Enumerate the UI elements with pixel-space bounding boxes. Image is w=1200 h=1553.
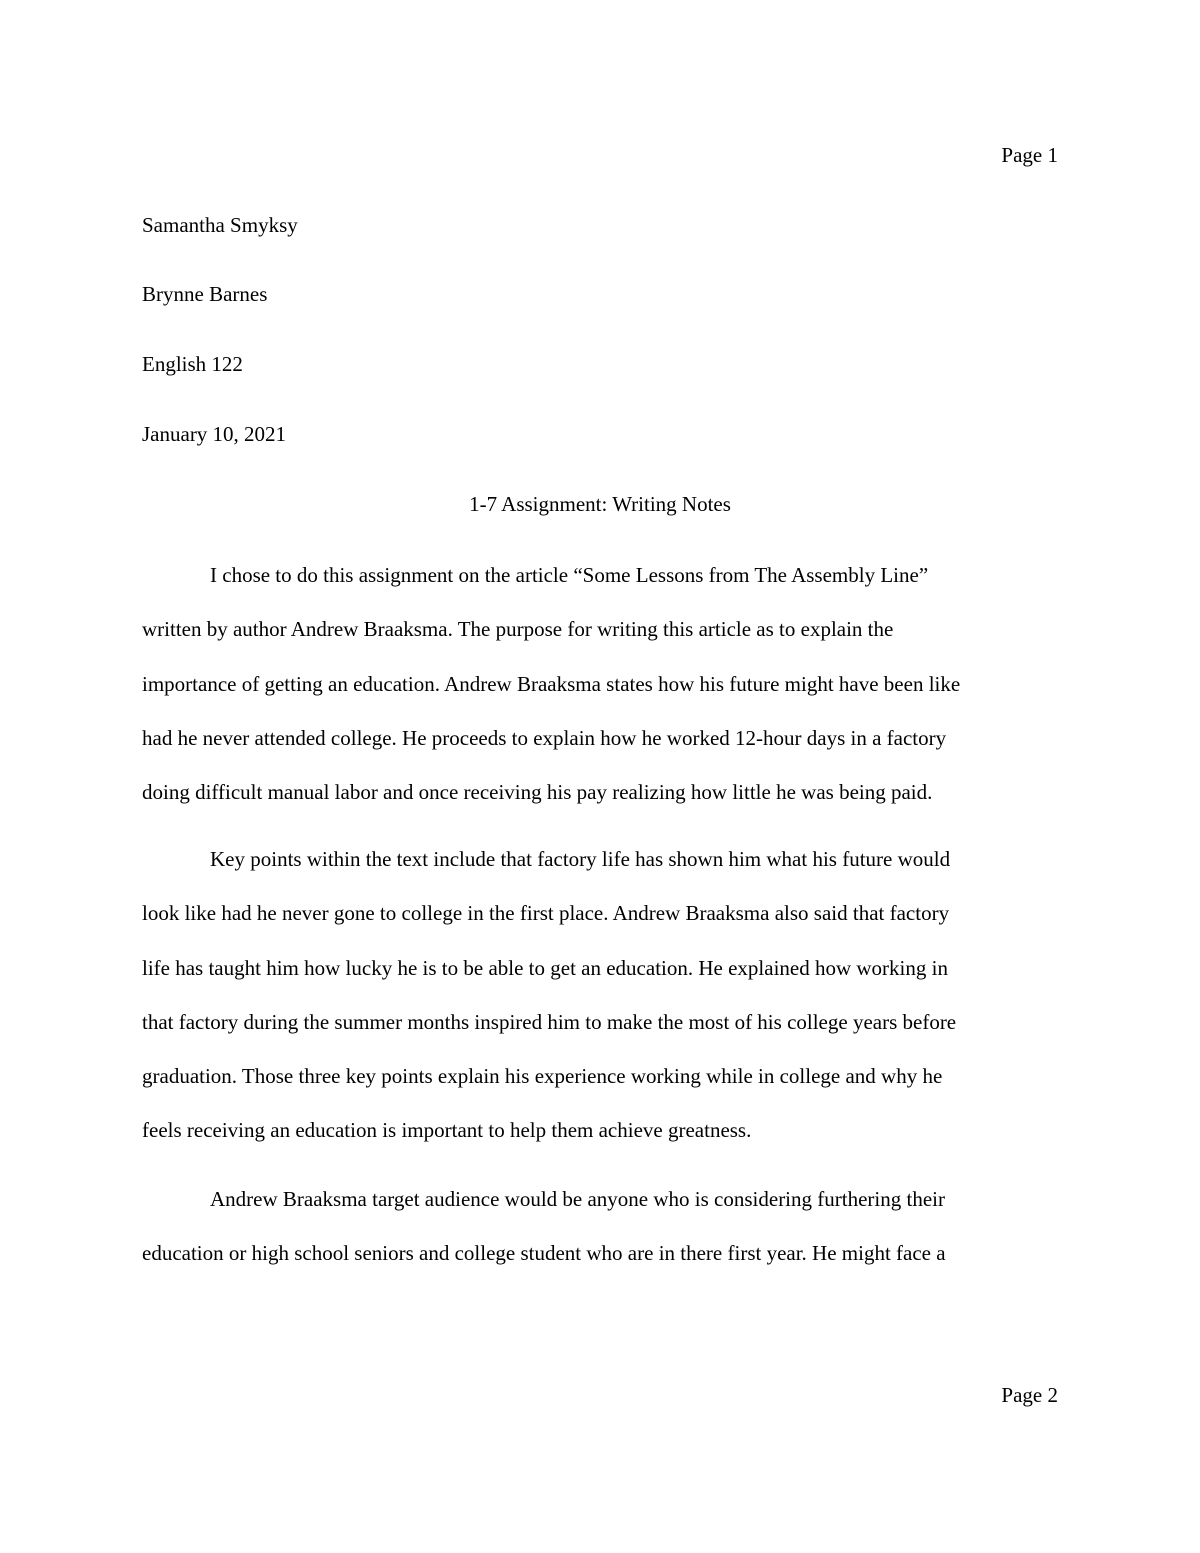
assignment-date: January 10, 2021 <box>142 422 287 446</box>
paragraph-1 <box>142 565 1058 836</box>
course-name: English 122 <box>142 352 243 376</box>
paragraph-line: feels receiving an education is important to help them achieve greatness. <box>142 1118 752 1143</box>
paragraph-line: importance of getting an education. Andrew Braaksma states how his future might have been like <box>142 671 961 696</box>
document-title: 1-7 Assignment: Writing Notes <box>469 492 731 516</box>
paragraph-line: graduation. Those three key points explain his experience working while in college and why he <box>142 1064 943 1089</box>
header-page-number: Page 1 <box>1001 143 1058 167</box>
paragraph-line: look like had he never gone to college in the first place. Andrew Braaksma also said that factory <box>142 901 950 926</box>
paragraph-line: had he never attended college. He proceeds to explain how he worked 12-hour days in a factory <box>142 725 947 750</box>
paragraph-3 <box>142 1189 1058 1298</box>
paragraph-line: written by author Andrew Braaksma. The purpose for writing this article as to explain the <box>142 617 894 642</box>
paragraph-2 <box>142 849 1058 1175</box>
footer-page-number: Page 2 <box>1001 1383 1058 1407</box>
paragraph-line: life has taught him how lucky he is to be able to get an education. He explained how working in <box>142 955 948 980</box>
paragraph-line: Key points within the text include that factory life has shown him what his future would <box>210 847 951 871</box>
student-name: Samantha Smyksy <box>142 213 298 237</box>
paragraph-line: I chose to do this assignment on the article “Some Lessons from The Assembly Line” <box>210 563 929 587</box>
paragraph-line: education or high school seniors and college student who are in there first year. He might face a <box>142 1241 946 1266</box>
paragraph-line: Andrew Braaksma target audience would be anyone who is considering furthering their <box>210 1187 945 1211</box>
paragraph-line: that factory during the summer months inspired him to make the most of his college years before <box>142 1009 957 1034</box>
paragraph-line: doing difficult manual labor and once receiving his pay realizing how little he was being paid. <box>142 780 933 805</box>
instructor-name: Brynne Barnes <box>142 282 268 306</box>
